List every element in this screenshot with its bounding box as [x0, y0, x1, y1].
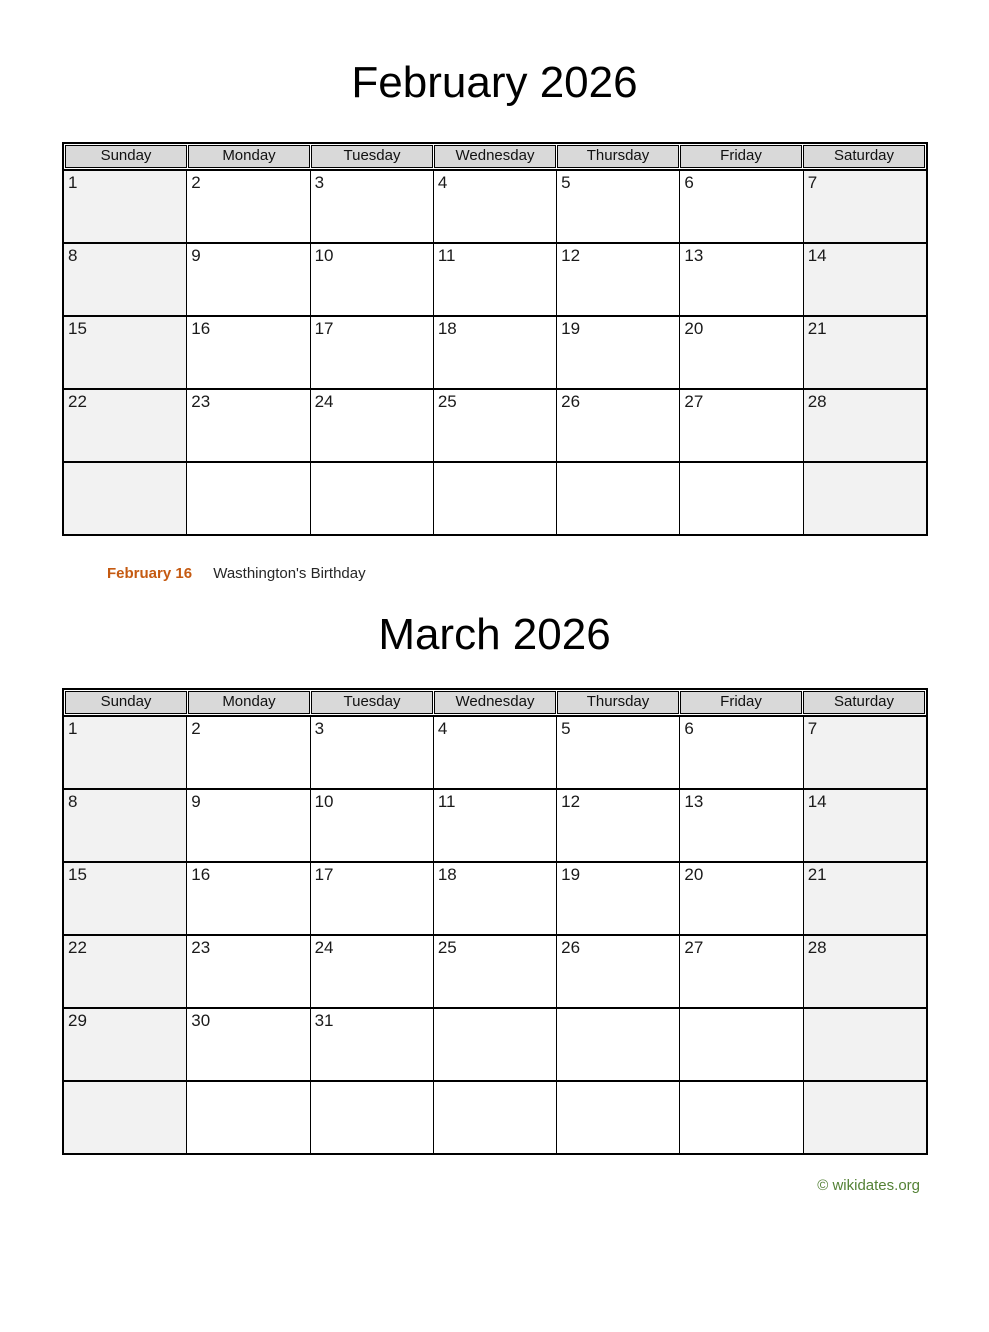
day-number: 13	[684, 792, 704, 811]
day-cell-25	[434, 390, 556, 461]
day-number: 10	[314, 246, 334, 265]
day-number: 19	[561, 319, 581, 338]
day-cell-7	[804, 171, 926, 242]
day-cell-23	[187, 936, 309, 1007]
day-number: 12	[561, 246, 581, 265]
empty-day-cell	[311, 1082, 433, 1153]
weekday-label-tuesday: Tuesday	[311, 691, 433, 714]
day-cell-18	[434, 863, 556, 934]
day-cell-25	[434, 936, 556, 1007]
day-number: 6	[684, 719, 694, 738]
day-cell-28	[804, 390, 926, 461]
day-cell-13	[680, 244, 802, 315]
day-number: 20	[684, 319, 704, 338]
holiday-date: February 16	[107, 565, 193, 582]
holiday-note	[107, 565, 989, 583]
day-number: 8	[68, 246, 78, 265]
day-cell-19	[557, 863, 679, 934]
day-cell-3	[311, 717, 433, 788]
day-number: 4	[437, 719, 448, 738]
day-cell-16	[187, 317, 309, 388]
day-number: 10	[314, 792, 334, 811]
day-number: 2	[191, 719, 201, 738]
day-cell-14	[804, 244, 926, 315]
day-cell-27	[680, 390, 802, 461]
day-number: 3	[314, 173, 325, 192]
day-cell-19	[557, 317, 679, 388]
day-cell-5	[557, 717, 679, 788]
day-number: 1	[68, 173, 78, 192]
day-cell-8	[64, 790, 186, 861]
day-number: 18	[437, 865, 457, 884]
empty-day-cell	[434, 1082, 556, 1153]
day-cell-20	[680, 863, 802, 934]
day-cell-17	[311, 863, 433, 934]
day-cell-11	[434, 790, 556, 861]
day-number: 29	[68, 1011, 87, 1030]
empty-day-cell	[804, 1009, 926, 1080]
day-number: 21	[807, 865, 827, 884]
day-cell-31	[311, 1009, 433, 1080]
day-number: 26	[561, 392, 581, 411]
weekday-label-friday: Friday	[680, 691, 802, 714]
day-number: 16	[191, 319, 211, 338]
day-number: 16	[191, 865, 211, 884]
day-cell-2	[187, 171, 309, 242]
calendar-grid	[64, 715, 926, 1153]
months-container	[0, 52, 989, 1155]
weekday-label-saturday: Saturday	[803, 691, 925, 714]
day-number: 18	[437, 319, 457, 338]
empty-day-cell	[187, 1082, 309, 1153]
month-calendar	[62, 688, 928, 1155]
weekday-label-wednesday: Wednesday	[434, 691, 556, 714]
weekday-label-sunday: Sunday	[65, 691, 187, 714]
month-title: February 2026	[351, 58, 638, 107]
empty-day-cell	[804, 1082, 926, 1153]
day-number: 15	[68, 319, 87, 338]
day-cell-15	[64, 317, 186, 388]
empty-day-cell	[187, 463, 309, 534]
day-cell-12	[557, 244, 679, 315]
day-number: 27	[684, 938, 704, 957]
day-cell-1	[64, 171, 186, 242]
day-cell-21	[804, 863, 926, 934]
day-cell-13	[680, 790, 802, 861]
day-cell-7	[804, 717, 926, 788]
month-title: March 2026	[378, 610, 611, 659]
empty-day-cell	[804, 463, 926, 534]
day-cell-22	[64, 390, 186, 461]
day-cell-27	[680, 936, 802, 1007]
empty-day-cell	[311, 463, 433, 534]
empty-day-cell	[64, 1082, 186, 1153]
day-number: 4	[437, 173, 448, 192]
empty-day-cell	[434, 1009, 556, 1080]
day-cell-4	[434, 717, 556, 788]
day-cell-6	[680, 171, 802, 242]
day-number: 24	[314, 938, 334, 957]
weekday-label-tuesday: Tuesday	[311, 145, 433, 168]
day-number: 8	[68, 792, 78, 811]
month-section	[0, 52, 989, 583]
day-number: 15	[68, 865, 87, 884]
day-number: 14	[807, 246, 827, 265]
month-section	[0, 604, 989, 1155]
day-number: 7	[807, 173, 818, 192]
empty-day-cell	[64, 463, 186, 534]
day-number: 22	[68, 392, 87, 411]
day-cell-26	[557, 390, 679, 461]
empty-day-cell	[434, 463, 556, 534]
day-number: 1	[68, 719, 78, 738]
weekday-label-saturday: Saturday	[803, 145, 925, 168]
day-cell-23	[187, 390, 309, 461]
day-cell-11	[434, 244, 556, 315]
day-number: 5	[561, 173, 571, 192]
calendar-grid	[64, 169, 926, 534]
empty-day-cell	[557, 463, 679, 534]
day-cell-6	[680, 717, 802, 788]
day-number: 5	[561, 719, 571, 738]
empty-day-cell	[680, 1082, 802, 1153]
empty-day-cell	[680, 463, 802, 534]
empty-day-cell	[557, 1082, 679, 1153]
day-number: 9	[191, 792, 201, 811]
day-number: 9	[191, 246, 201, 265]
day-cell-16	[187, 863, 309, 934]
day-cell-9	[187, 244, 309, 315]
day-cell-3	[311, 171, 433, 242]
day-cell-14	[804, 790, 926, 861]
day-cell-9	[187, 790, 309, 861]
day-number: 25	[437, 392, 457, 411]
day-number: 13	[684, 246, 704, 265]
day-number: 3	[314, 719, 325, 738]
day-cell-26	[557, 936, 679, 1007]
day-number: 2	[191, 173, 201, 192]
day-number: 28	[807, 938, 827, 957]
copyright-text: © wikidates.org	[817, 1177, 920, 1194]
day-cell-29	[64, 1009, 186, 1080]
day-number: 6	[684, 173, 694, 192]
day-cell-10	[311, 790, 433, 861]
day-cell-21	[804, 317, 926, 388]
day-number: 22	[68, 938, 87, 957]
day-cell-12	[557, 790, 679, 861]
day-cell-2	[187, 717, 309, 788]
holiday-label: Wasthington's Birthday	[213, 565, 366, 582]
empty-day-cell	[680, 1009, 802, 1080]
weekday-label-monday: Monday	[188, 691, 310, 714]
day-number: 11	[437, 792, 456, 811]
day-number: 28	[807, 392, 827, 411]
weekday-header-row	[64, 690, 926, 715]
day-cell-24	[311, 936, 433, 1007]
weekday-label-friday: Friday	[680, 145, 802, 168]
day-cell-15	[64, 863, 186, 934]
weekday-label-wednesday: Wednesday	[434, 145, 556, 168]
day-number: 12	[561, 792, 581, 811]
weekday-label-thursday: Thursday	[557, 691, 679, 714]
day-cell-4	[434, 171, 556, 242]
empty-day-cell	[557, 1009, 679, 1080]
day-number: 19	[561, 865, 581, 884]
day-cell-22	[64, 936, 186, 1007]
day-number: 11	[437, 246, 456, 265]
day-number: 31	[314, 1011, 334, 1030]
day-number: 25	[437, 938, 457, 957]
day-cell-28	[804, 936, 926, 1007]
weekday-label-thursday: Thursday	[557, 145, 679, 168]
day-number: 23	[191, 938, 211, 957]
day-cell-10	[311, 244, 433, 315]
day-number: 7	[807, 719, 818, 738]
day-number: 24	[314, 392, 334, 411]
calendar-page	[0, 52, 989, 1332]
day-cell-8	[64, 244, 186, 315]
weekday-label-monday: Monday	[188, 145, 310, 168]
day-number: 23	[191, 392, 211, 411]
day-number: 17	[314, 865, 334, 884]
weekday-header-row	[64, 144, 926, 169]
day-number: 20	[684, 865, 704, 884]
day-cell-17	[311, 317, 433, 388]
day-cell-24	[311, 390, 433, 461]
weekday-label-sunday: Sunday	[65, 145, 187, 168]
day-number: 27	[684, 392, 704, 411]
day-cell-5	[557, 171, 679, 242]
day-cell-30	[187, 1009, 309, 1080]
day-number: 30	[191, 1011, 211, 1030]
copyright	[62, 1177, 928, 1195]
day-cell-1	[64, 717, 186, 788]
day-number: 17	[314, 319, 334, 338]
day-number: 26	[561, 938, 581, 957]
day-number: 21	[807, 319, 827, 338]
day-cell-18	[434, 317, 556, 388]
month-calendar	[62, 142, 928, 536]
day-number: 14	[807, 792, 827, 811]
day-cell-20	[680, 317, 802, 388]
